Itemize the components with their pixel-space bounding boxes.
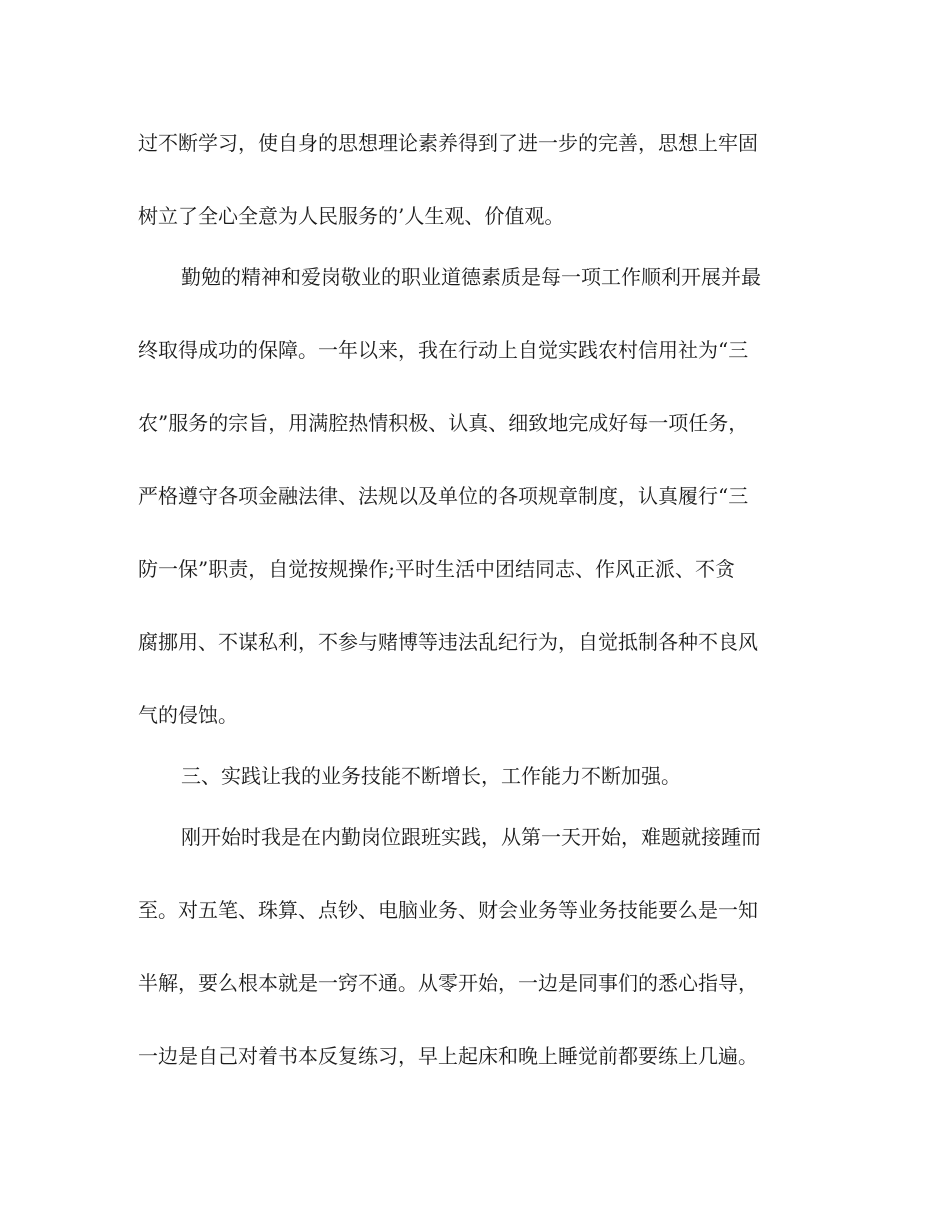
text-line: 至。对五笔、珠算、点钞、电脑业务、财会业务等业务技能要么是一知 (138, 898, 758, 922)
text-line: 气的侵蚀。 (138, 703, 238, 727)
text-line: 过不断学习，使自身的思想理论素养得到了进一步的完善，思想上牢固 (138, 131, 758, 155)
paragraph-start-line: 刚开始时我是在内勤岗位跟班实践，从第一天开始，难题就接踵而 (181, 825, 761, 849)
text-line: 终取得成功的保障。一年以来，我在行动上自觉实践农村信用社为“三 (138, 338, 749, 362)
text-line: 严格遵守各项金融法律、法规以及单位的各项规章制度，认真履行“三 (138, 484, 749, 508)
paragraph-start-line: 勤勉的精神和爱岗敬业的职业道德素质是每一项工作顺利开展并最 (181, 265, 761, 289)
text-line: 树立了全心全意为人民服务的’人生观、价值观。 (138, 204, 565, 228)
text-line: 农”服务的宗旨，用满腔热情积极、认真、细致地完成好每一项任务， (138, 411, 749, 435)
text-line: 半解，要么根本就是一窍不通。从零开始，一边是同事们的悉心指导， (138, 971, 758, 995)
text-line: 一边是自己对着书本反复练习，早上起床和晚上睡觉前都要练上几遍。 (138, 1044, 758, 1068)
text-line: 防一保”职责，自觉按规操作;平时生活中团结同志、作风正派、不贪 (138, 557, 735, 581)
section-heading: 三、实践让我的业务技能不断增长，工作能力不断加强。 (181, 764, 681, 788)
text-line: 腐挪用、不谋私利，不参与赌博等违法乱纪行为，自觉抵制各种不良风 (138, 630, 758, 654)
